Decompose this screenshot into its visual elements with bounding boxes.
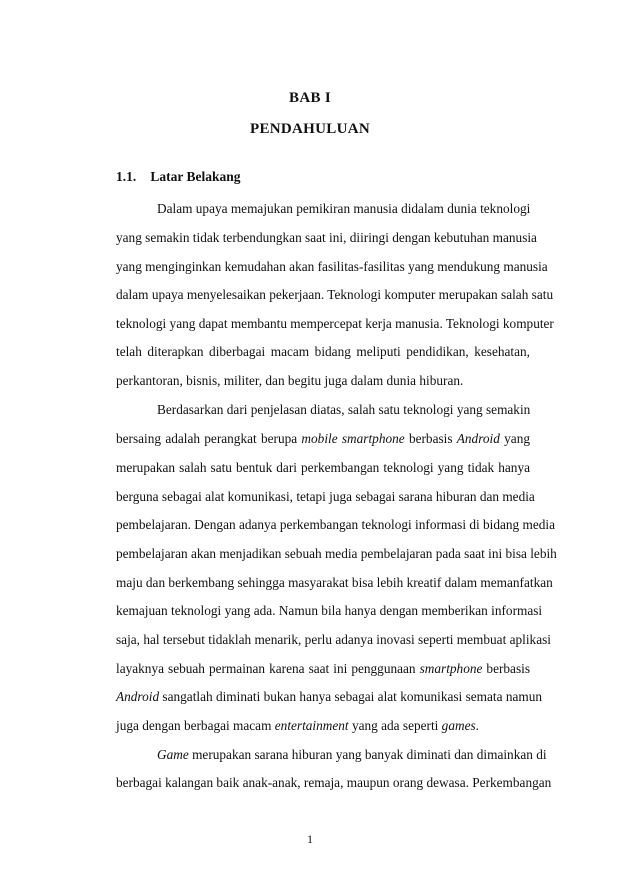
text-segment: perkantoran, bisnis, militer, dan begitu juga dalam dunia hiburan. [116, 373, 464, 388]
text-segment: saja, hal tersebut tidaklah menarik, perlu adanya inovasi seperti membuat aplikasi [116, 632, 551, 647]
italic-term: smartphone [419, 661, 483, 676]
text-segment: berbasis [404, 431, 457, 446]
text-segment: merupakan sarana hiburan yang banyak diminati dan dimainkan di [188, 747, 547, 762]
text-segment: bersaing adalah perangkat berupa [116, 431, 302, 446]
page-number: 1 [307, 832, 313, 846]
text-line [116, 775, 552, 791]
italic-term: Game [157, 747, 189, 762]
italic-term: mobile smartphone [301, 431, 405, 446]
text-segment: yang semakin tidak terbendungkan saat ini, diiringi dengan kebutuhan manusia [116, 230, 537, 245]
text-segment: telah diterapkan diberbagai macam bidang meliputi pendidikan, kesehatan, [116, 344, 530, 359]
text-segment: teknologi yang dapat membantu mempercepat kerja manusia. Teknologi komputer [116, 316, 554, 331]
text-segment: layaknya sebuah permainan karena saat ini penggunaan [116, 661, 420, 676]
text-line [157, 747, 547, 763]
text-segment: . [475, 718, 479, 733]
text-segment: kemajuan teknologi yang ada. Namun bila hanya dengan memberikan informasi [116, 603, 543, 618]
text-line [116, 316, 554, 332]
text-line [116, 344, 530, 360]
text-segment: pembelajaran. Dengan adanya perkembangan teknologi informasi di bidang media [116, 517, 556, 532]
italic-term: games [441, 718, 476, 733]
text-line [116, 575, 553, 591]
italic-term: Android [116, 689, 160, 704]
text-segment: yang menginginkan kemudahan akan fasilitas-fasilitas yang mendukung manusia [116, 259, 548, 274]
text-segment: dalam upaya menyelesaikan pekerjaan. Teknologi komputer merupakan salah satu [116, 287, 554, 302]
text-line [116, 489, 535, 505]
text-line [116, 373, 530, 389]
text-segment: berguna sebagai alat komunikasi, tetapi juga sebagai sarana hiburan dan media [116, 489, 535, 504]
section-title: Latar Belakang [150, 169, 241, 184]
text-segment: juga dengan berbagai macam [116, 718, 275, 733]
text-line [116, 230, 537, 246]
italic-term: Android [456, 431, 500, 446]
text-segment: sangatlah diminati bukan hanya sebagai alat komunikasi semata namun [159, 689, 543, 704]
section-number: 1.1. [116, 169, 137, 184]
text-segment: berbasis [482, 661, 531, 676]
text-line [116, 661, 530, 677]
text-segment: yang [499, 431, 530, 446]
text-line [116, 460, 530, 476]
text-line [116, 689, 543, 705]
text-line [116, 259, 548, 275]
text-segment: berbagai kalangan baik anak-anak, remaja, maupun orang dewasa. Perkembangan [116, 775, 552, 790]
text-line [116, 718, 530, 734]
chapter-number: BAB I [289, 90, 331, 106]
text-segment: maju dan berkembang sehingga masyarakat bisa lebih kreatif dalam memanfatkan [116, 575, 553, 590]
text-segment: merupakan salah satu bentuk dari perkembangan teknologi yang tidak hanya [116, 460, 530, 475]
text-segment: Berdasarkan dari penjelasan diatas, salah satu teknologi yang semakin [157, 402, 531, 417]
italic-term: entertainment [274, 718, 349, 733]
text-segment: yang ada seperti [348, 718, 442, 733]
text-line [116, 517, 556, 533]
text-line [116, 431, 530, 447]
text-line [116, 287, 554, 303]
section-heading [116, 169, 241, 185]
text-line [157, 402, 530, 418]
text-line [157, 201, 530, 217]
text-line [116, 546, 557, 562]
chapter-title: PENDAHULUAN [250, 121, 370, 137]
text-segment: pembelajaran akan menjadikan sebuah media pembelajaran pada saat ini bisa lebih [116, 546, 557, 561]
text-segment: Dalam upaya memajukan pemikiran manusia didalam dunia teknologi [157, 201, 531, 216]
text-line [116, 603, 543, 619]
text-line [116, 632, 551, 648]
